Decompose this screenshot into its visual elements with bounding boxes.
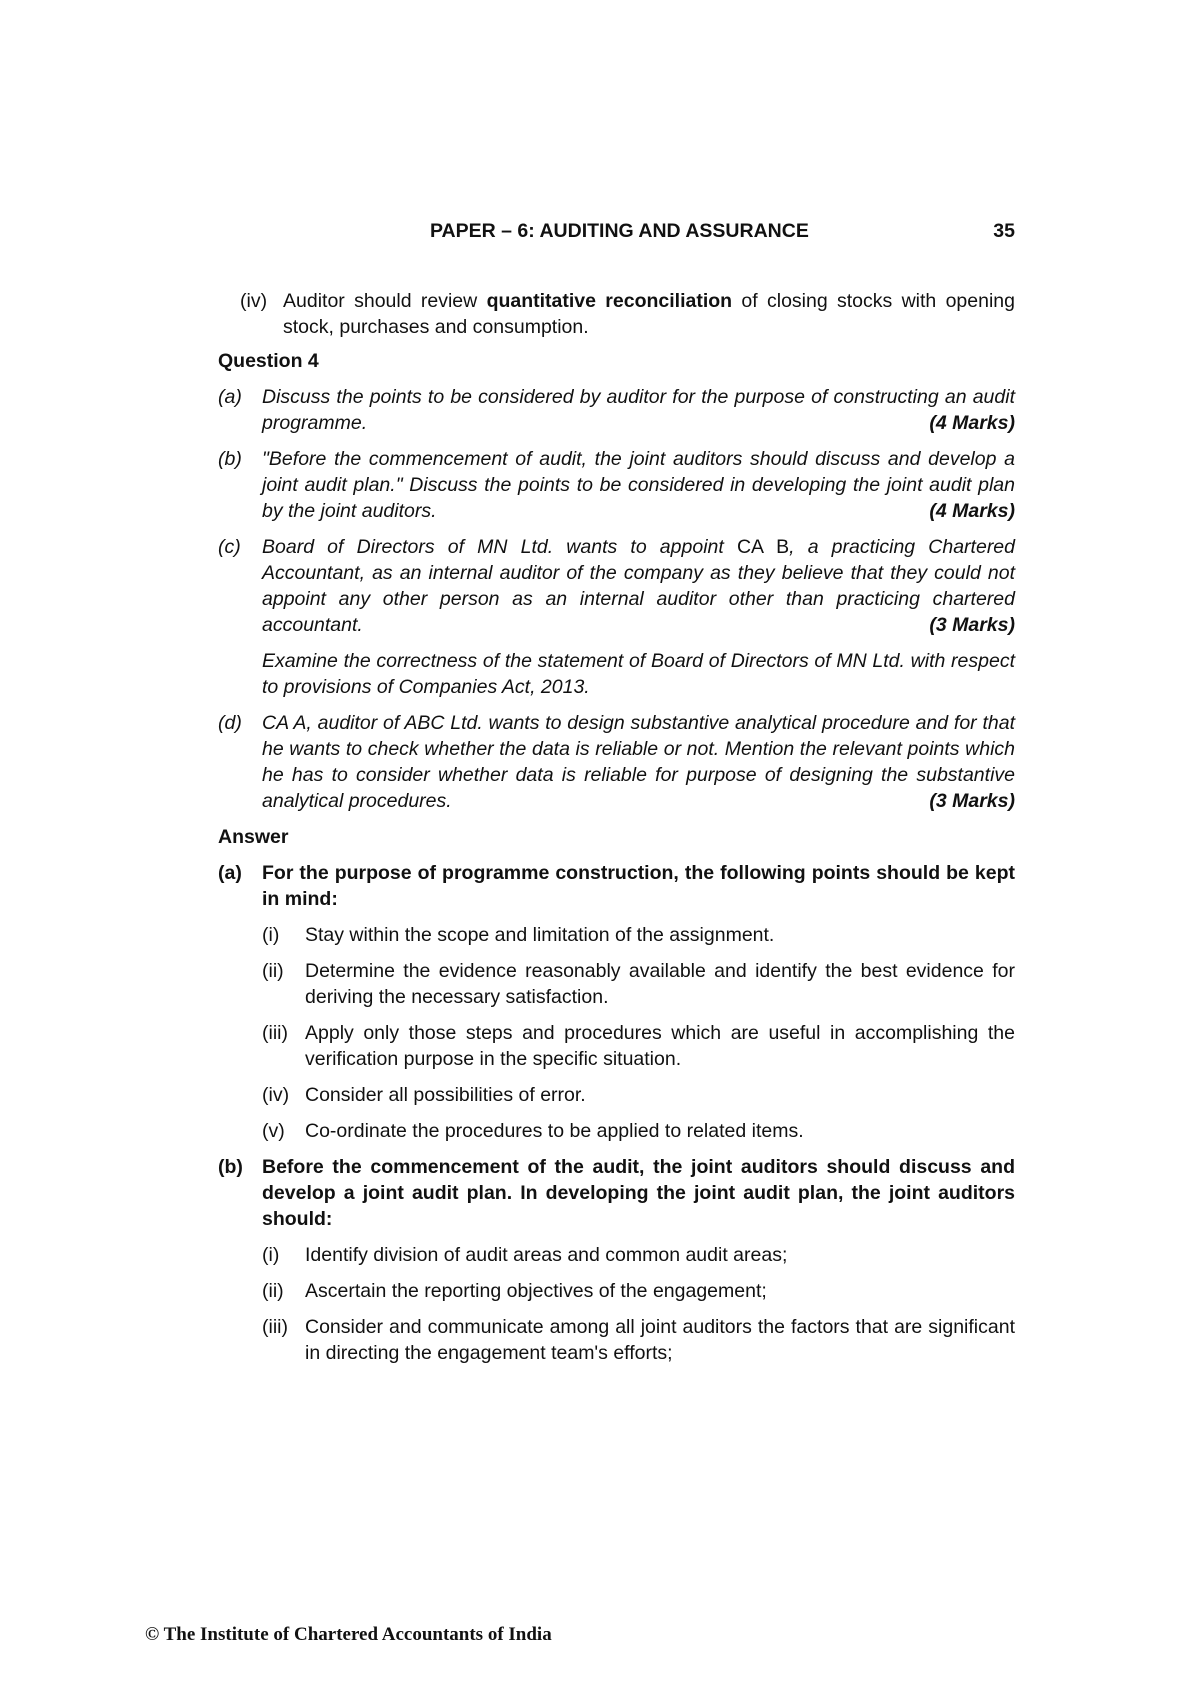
- question-a: [218, 384, 1015, 436]
- answer-a: [218, 860, 1015, 912]
- footer-copyright: © The Institute of Chartered Accountants of India: [145, 1624, 552, 1645]
- list-number: (v): [262, 1120, 285, 1142]
- list-number: (iii): [262, 1022, 288, 1044]
- question-c-continuation: Examine the correctness of the statement of Board of Directors of MN Ltd. with respect to provisions of Companies Act, 2013.: [262, 650, 1015, 698]
- marks-label: (4 Marks): [929, 412, 1015, 434]
- list-item: [262, 922, 1015, 948]
- list-item: [262, 1020, 1015, 1072]
- list-number: (iii): [262, 1316, 288, 1338]
- list-item: [262, 1278, 1015, 1304]
- list-number: (iv): [262, 1084, 290, 1106]
- name-text: CA B: [736, 536, 790, 558]
- list-text: Apply only those steps and procedures which are useful in accomplishing the verification purpose in the specific situation.: [305, 1022, 1015, 1070]
- page-content: [218, 288, 1015, 1366]
- list-item: [262, 1082, 1015, 1108]
- list-text: Consider all possibilities of error.: [305, 1084, 586, 1106]
- answer-heading: Answer: [218, 826, 289, 848]
- list-text: Auditor should review quantitative reconciliation of closing stocks with opening stock, purchases and consumption.: [283, 290, 1015, 338]
- answer-intro: Before the commencement of the audit, the joint auditors should discuss and develop a joint audit plan. In developing the joint audit plan, the joint auditors should:: [262, 1156, 1015, 1230]
- answer-b: [218, 1154, 1015, 1232]
- list-text: Identify division of audit areas and common audit areas;: [305, 1244, 788, 1266]
- list-text: Consider and communicate among all joint auditors the factors that are significant in directing the engagement team's efforts;: [305, 1316, 1015, 1364]
- question-label: (d): [218, 712, 242, 734]
- previous-list-item: [240, 288, 1015, 340]
- answer-a-points: [218, 922, 1015, 1144]
- answer-b-points: [218, 1242, 1015, 1366]
- page-number: 35: [993, 220, 1015, 242]
- marks-label: (3 Marks): [929, 614, 1015, 636]
- list-text: Co-ordinate the procedures to be applied to related items.: [305, 1120, 804, 1142]
- list-number: (ii): [262, 1280, 284, 1302]
- list-number: (i): [262, 924, 280, 946]
- answer-intro: For the purpose of programme construction, the following points should be kept in mind:: [262, 862, 1015, 910]
- list-text: Stay within the scope and limitation of the assignment.: [305, 924, 775, 946]
- marks-label: (4 Marks): [929, 500, 1015, 522]
- bold-term: quantitative reconciliation: [486, 290, 733, 312]
- list-number: (i): [262, 1244, 280, 1266]
- list-number: (iv): [240, 290, 268, 312]
- question-text: CA A, auditor of ABC Ltd. wants to design substantive analytical procedure and for that he wants to check whether the data is reliable or not. Mention the relevant points which he has to consider whether data is reliable for purpose of designing the substantive analytical procedures. (3 Marks): [262, 712, 1015, 812]
- question-text: "Before the commencement of audit, the joint auditors should discuss and develop a joint audit plan." Discuss the points to be considered in developing the joint audit plan by the joint auditors. (4 Marks): [262, 448, 1015, 522]
- marks-label: (3 Marks): [929, 790, 1015, 812]
- question-text: Discuss the points to be considered by auditor for the purpose of constructing an audit programme. (4 Marks): [262, 386, 1015, 434]
- answer-label: (a): [218, 862, 242, 884]
- question-label: (a): [218, 386, 242, 408]
- list-item: [262, 958, 1015, 1010]
- question-text: Board of Directors of MN Ltd. wants to appoint CA B, a practicing Chartered Accountant, as an internal auditor of the company as they believe that they could not appoint any other person as an internal auditor other than practicing chartered accountant. (3 Marks): [262, 536, 1016, 636]
- question-b: [218, 446, 1015, 524]
- page-header-title: PAPER – 6: AUDITING AND ASSURANCE: [430, 220, 809, 242]
- list-item: [262, 1242, 1015, 1268]
- question-c: [218, 534, 1015, 638]
- list-text: Ascertain the reporting objectives of the engagement;: [305, 1280, 767, 1302]
- answer-label: (b): [218, 1156, 243, 1178]
- list-item: [262, 1118, 1015, 1144]
- question-heading: Question 4: [218, 350, 319, 372]
- question-label: (c): [218, 536, 241, 558]
- question-label: (b): [218, 448, 242, 470]
- list-text: Determine the evidence reasonably available and identify the best evidence for deriving the necessary satisfaction.: [305, 960, 1015, 1008]
- list-number: (ii): [262, 960, 284, 982]
- list-item: [262, 1314, 1015, 1366]
- question-d: [218, 710, 1015, 814]
